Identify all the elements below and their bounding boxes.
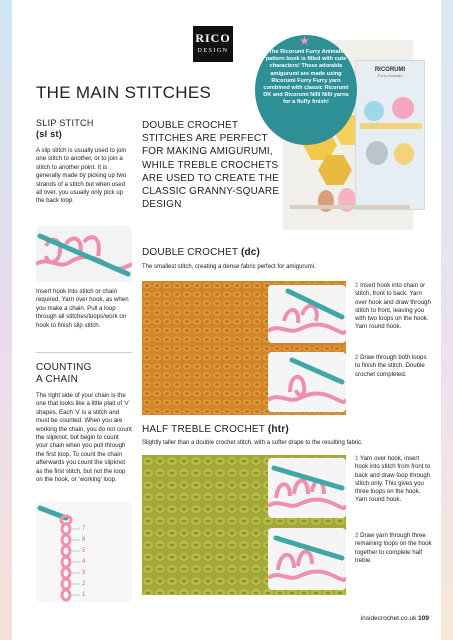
- dc-step2-illustration: [268, 352, 346, 412]
- book-banner: [360, 123, 422, 129]
- pull-quote: DOUBLE CROCHET STITCHES ARE PERFECT FOR MAKING AMIGURUMI, WHILE TREBLE CROCHETS ARE USED TO CREATE THE CLASSIC GRANNY-SQUARE DESIGN: [142, 120, 280, 211]
- chain-number: 7: [82, 526, 86, 532]
- htr-step-1: [355, 455, 433, 505]
- pattern-book-cover: [355, 60, 425, 210]
- chain-number: 3: [82, 570, 86, 576]
- slip-stitch-abbr: (sl st): [36, 129, 63, 139]
- shelf: [290, 205, 410, 209]
- htr-step1-diagram: [268, 458, 346, 518]
- divider: [36, 352, 132, 353]
- counting-body: The right side of your chain is the one that looks like a little plait of ‘v’ shapes. Each ‘v’ is a stitch and must be counted. When you are working the chain, you do not count the slipknot, but begin to count your chain when you pull through the first loop. To count the chain afterwards you count the slipknot as the first stitch, but not the loop on the hook, or ‘working’ loop.: [36, 392, 132, 484]
- slip-stitch-section: [36, 118, 132, 206]
- dc-title-text: DOUBLE CROCHET: [142, 247, 238, 258]
- chain-number: 5: [82, 548, 86, 554]
- dc-step-2: [355, 354, 433, 379]
- chain-number: 4: [82, 559, 86, 565]
- book-pig-toy: [392, 97, 414, 119]
- logo-rico: RICO: [195, 31, 231, 45]
- step-number: 2: [355, 532, 359, 539]
- step-text: Insert hook into chain or stitch, front to back. Yarn over hook and draw through stitch to front, leaving you with two loops on the hook. Yarn round hook.: [355, 282, 431, 331]
- htr-step1-illustration: [268, 458, 346, 518]
- htr-step-2: [355, 532, 433, 565]
- book-title: RICORUMI: [374, 67, 406, 73]
- htr-abbr: (htr): [267, 424, 289, 435]
- footer-site: insidecrochet.co.uk: [360, 615, 417, 622]
- chain-number: 1: [82, 592, 86, 598]
- counting-title-1: COUNTING: [36, 362, 92, 373]
- step-text: Draw yarn through three remaining loops on the hook together to complete half treble.: [355, 532, 432, 564]
- chain-count-labels: [82, 524, 85, 601]
- book-bird-toy: [364, 101, 384, 121]
- double-crochet-subtitle: The smallest stitch, creating a dense fabric perfect for amigurumi.: [142, 264, 316, 270]
- page-number: 109: [418, 615, 429, 622]
- chain-number: 6: [82, 537, 86, 543]
- step-text: Draw through both loops to finish the stitch. Double crochet completed.: [355, 354, 427, 378]
- slip-stitch-title: SLIP STITCH: [36, 118, 94, 128]
- htr-step2-diagram: [268, 528, 346, 590]
- double-crochet-title: [142, 247, 260, 258]
- step-number: 2: [355, 354, 359, 361]
- dc-step1-illustration: [268, 285, 346, 343]
- callout-text: The Ricorumi Furry Animals pattern book is filled with cute characters! These adorable amigurumi are made using Ricorumi Furry Furry yarn combined with classic Ricorumi DK and Ricorumi Nilli Nilli yarns for a fluffy finish!: [263, 49, 349, 106]
- counting-title-2: A CHAIN: [36, 374, 79, 385]
- htr-step2-illustration: [268, 528, 346, 590]
- book-subtitle: Furry Animals: [377, 73, 403, 78]
- step-text: Yarn over hook, insert hook into stitch from front to back and draw loop through stitch only. This gives you three loops on the hook. Yarn round hook.: [355, 455, 431, 504]
- slip-stitch-caption: Insert hook into stitch or chain required. Yarn over hook, as when you make a chain. Pull a loop through all stitches/loops/work on hook to finish slip stitch.: [36, 288, 129, 329]
- chain-number: 2: [82, 581, 86, 587]
- page-edge-right: [441, 0, 453, 640]
- slip-stitch-diagram: [36, 226, 132, 282]
- logo-design: DESIGN: [197, 48, 229, 54]
- half-treble-title: [142, 424, 289, 435]
- dc-step2-diagram: [268, 352, 346, 412]
- htr-title-text: HALF TREBLE CROCHET: [142, 424, 265, 435]
- page-footer: [361, 615, 429, 622]
- counting-section: [36, 362, 132, 484]
- half-treble-subtitle: Slightly taller than a double crochet stitch, with a softer drape to the resulting fabric.: [142, 440, 363, 446]
- dc-step1-diagram: [268, 285, 346, 343]
- step-number: 1: [355, 282, 359, 289]
- page-title: THE MAIN STITCHES: [36, 83, 212, 102]
- step-number: 1: [355, 455, 359, 462]
- page-edge-left: [0, 0, 12, 640]
- chain-diagram: [36, 502, 132, 602]
- star-icon: ★: [300, 36, 309, 47]
- dc-step-1: [355, 282, 433, 332]
- slip-stitch-illustration: [36, 226, 132, 282]
- dc-abbr: (dc): [240, 247, 261, 258]
- book-elephant-toy: [366, 141, 388, 165]
- rico-design-logo: [193, 26, 233, 62]
- slip-stitch-body: A slip stitch is usually used to join one stitch to another, or to join a stitch to another point. It is generally made by picking up two strands of a stitch but when used all over, you usually only pick up the back loop.: [36, 147, 127, 205]
- book-giraffe-toy: [394, 143, 414, 165]
